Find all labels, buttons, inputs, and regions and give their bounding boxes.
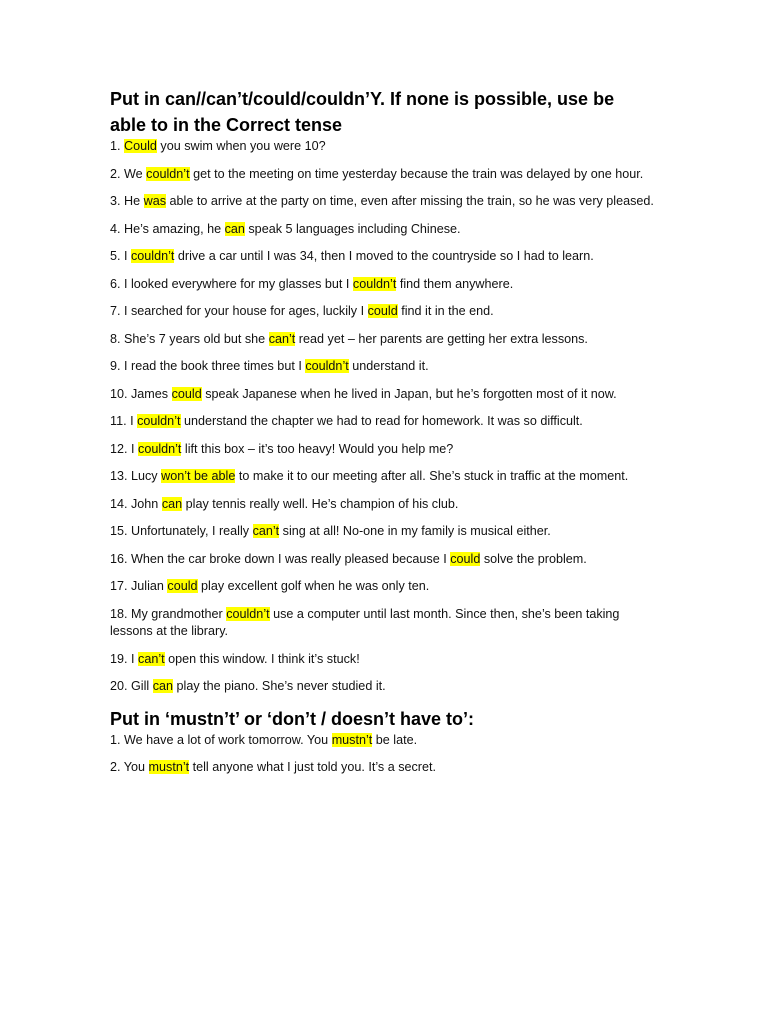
- highlighted-answer: couldn’t: [146, 166, 190, 181]
- exercise-item: 11. I couldn’t understand the chapter we had to read for homework. It was so difficult.: [110, 414, 583, 428]
- highlighted-answer: can: [161, 496, 183, 511]
- highlighted-answer: couldn’t: [137, 414, 181, 428]
- highlighted-answer: could: [167, 579, 198, 593]
- exercise-item: 18. My grandmother couldn’t use a computer until last month. Since then, she’s been taking lessons at the library.: [110, 606, 620, 638]
- highlighted-answer: couldn’t: [138, 441, 182, 456]
- highlighted-answer: Could: [124, 139, 157, 153]
- exercise-item: 16. When the car broke down I was really pleased because I could solve the problem.: [110, 551, 587, 566]
- section-1-exercise-list: [110, 138, 655, 696]
- document-content: [110, 86, 655, 787]
- exercise-item: 7. I searched for your house for ages, luckily I could find it in the end.: [110, 304, 494, 318]
- section-1-heading: Put in can//can’t/could/couldn’Y. If none is possible, use be able to in the Correct tense: [110, 89, 615, 135]
- exercise-item: 10. James could speak Japanese when he lived in Japan, but he’s forgotten most of it now.: [110, 386, 617, 401]
- exercise-item: 17. Julian could play excellent golf when he was only ten.: [110, 579, 430, 593]
- exercise-item: 1. Could you swim when you were 10?: [110, 139, 326, 153]
- exercise-item: 13. Lucy won’t be able to make it to our meeting after all. She’s stuck in traffic at the moment.: [110, 469, 629, 483]
- highlighted-answer: could: [450, 551, 481, 566]
- exercise-item: 6. I looked everywhere for my glasses but I couldn’t find them anywhere.: [110, 276, 514, 291]
- highlighted-answer: couldn’t: [131, 249, 175, 263]
- exercise-item: 4. He’s amazing, he can speak 5 languages including Chinese.: [110, 221, 461, 236]
- highlighted-answer: can’t: [252, 524, 280, 538]
- exercise-item: 12. I couldn’t lift this box – it’s too heavy! Would you help me?: [110, 441, 454, 456]
- highlighted-answer: can: [152, 679, 174, 693]
- highlighted-answer: can’t: [268, 331, 296, 346]
- exercise-item: 2. We couldn’t get to the meeting on time yesterday because the train was delayed by one hour.: [110, 166, 644, 181]
- highlighted-answer: can: [224, 221, 245, 236]
- highlighted-answer: mustn’t: [148, 760, 190, 774]
- highlighted-answer: could: [367, 304, 398, 318]
- highlighted-answer: could: [171, 386, 202, 401]
- exercise-item: 2. You mustn’t tell anyone what I just told you. It’s a secret.: [110, 760, 437, 774]
- section-2-exercise-list: [110, 732, 655, 777]
- highlighted-answer: couldn’t: [226, 606, 270, 621]
- highlighted-answer: can’t: [138, 651, 165, 666]
- exercise-item: 3. He was able to arrive at the party on time, even after missing the train, so he was very pleased.: [110, 194, 654, 208]
- exercise-item: 19. I can’t open this window. I think it’s stuck!: [110, 651, 360, 666]
- exercise-item: 8. She’s 7 years old but she can’t read yet – her parents are getting her extra lessons.: [110, 331, 588, 346]
- highlighted-answer: was: [143, 194, 167, 208]
- exercise-item: 15. Unfortunately, I really can’t sing at all! No-one in my family is musical either.: [110, 524, 551, 538]
- section-2-heading: Put in ‘mustn’t’ or ‘don’t / doesn’t have to’:: [110, 708, 474, 729]
- highlighted-answer: won’t be able: [161, 469, 236, 483]
- highlighted-answer: couldn’t: [305, 359, 349, 373]
- exercise-item: 9. I read the book three times but I couldn’t understand it.: [110, 359, 429, 373]
- exercise-item: 14. John can play tennis really well. He’s champion of his club.: [110, 496, 459, 511]
- exercise-item: 5. I couldn’t drive a car until I was 34, then I moved to the countryside so I had to learn.: [110, 249, 594, 263]
- exercise-item: 1. We have a lot of work tomorrow. You mustn’t be late.: [110, 732, 418, 747]
- highlighted-answer: mustn’t: [331, 732, 373, 747]
- highlighted-answer: couldn’t: [352, 276, 397, 291]
- exercise-item: 20. Gill can play the piano. She’s never studied it.: [110, 679, 386, 693]
